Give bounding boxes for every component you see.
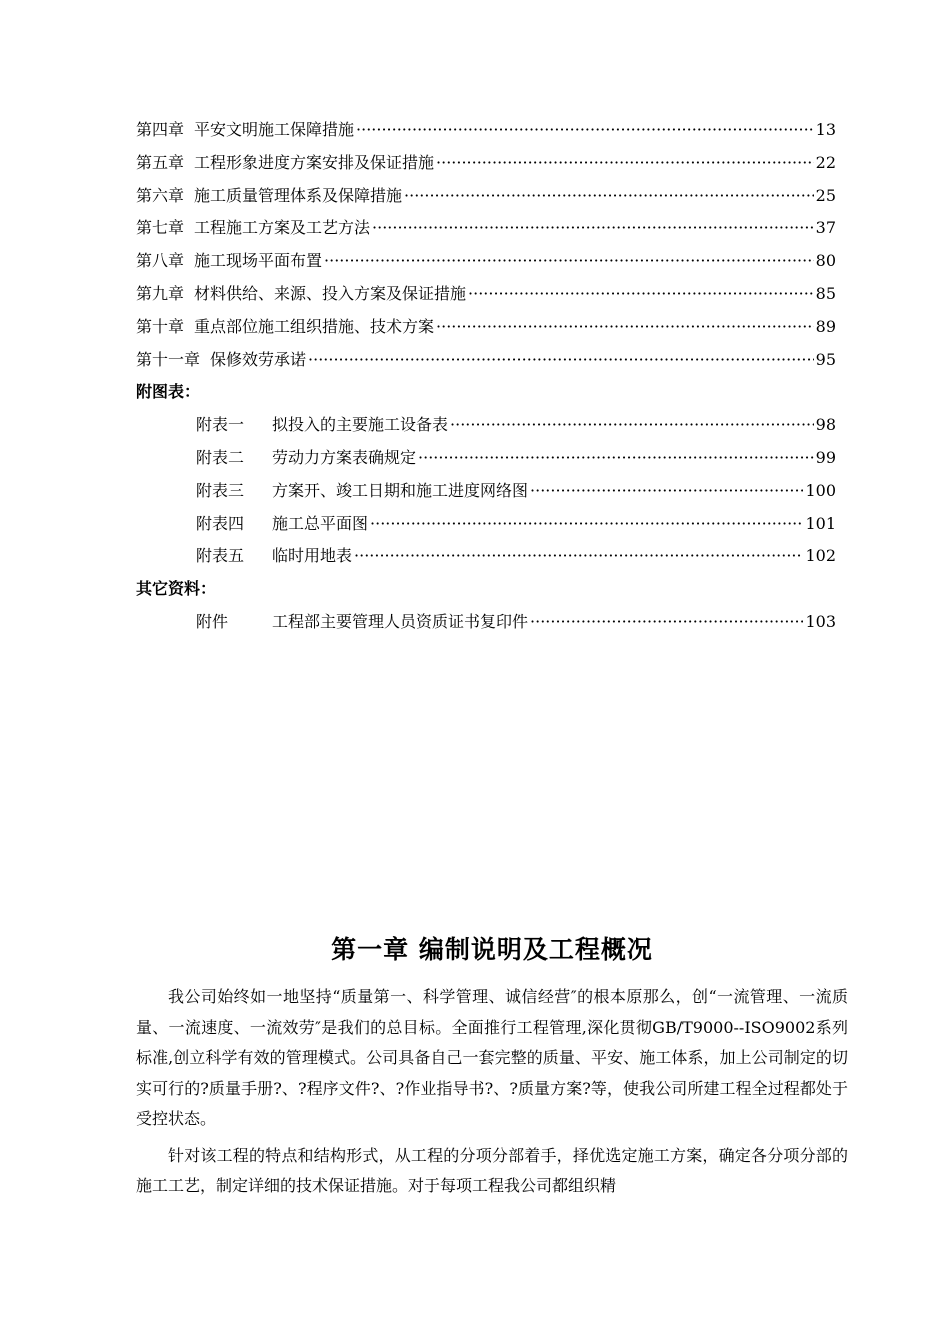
- toc-entry-chapter-7[interactable]: [136, 212, 836, 245]
- toc-dot-leader: [418, 442, 814, 475]
- toc-page-number: 102: [805, 546, 836, 566]
- toc-entry-chapter-10[interactable]: [136, 311, 836, 344]
- toc-appendix-number: 附表五: [196, 546, 245, 566]
- toc-chapter-number: 第十一章: [136, 349, 201, 369]
- toc-appendix-title: 临时用地表: [272, 546, 353, 566]
- toc-entry-chapter-6[interactable]: [136, 180, 836, 213]
- toc-chapter-number: 第六章: [136, 185, 185, 205]
- toc-entry-chapter-4[interactable]: [136, 114, 836, 147]
- toc-entry-chapter-8[interactable]: [136, 245, 836, 278]
- toc-page-number: 85: [815, 283, 836, 303]
- toc-page-number: 89: [815, 316, 836, 336]
- toc-appendix-title: 拟投入的主要施工设备表: [272, 415, 449, 435]
- toc-chapter-number: 第四章: [136, 120, 185, 139]
- toc-appendix-title: 劳动力方案表确规定: [272, 447, 417, 467]
- toc-page-number: 25: [815, 185, 836, 205]
- toc-chapter-title: 工程形象进度方案安排及保证措施: [194, 152, 435, 172]
- body-paragraph-2: 针对该工程的特点和结构形式，从工程的分项分部着手，择优选定施工方案，确定各分项分部的施工工艺，制定详细的技术保证措施。对于每项工程我公司都组织精: [136, 1145, 848, 1195]
- toc-chapter-title: 施工质量管理体系及保障措施: [194, 185, 403, 205]
- toc-chapter-number: 第十章: [136, 316, 185, 336]
- toc-page-number: 80: [815, 251, 836, 271]
- toc-page-number: 37: [815, 218, 836, 238]
- toc-appendix-number: 附表四: [196, 513, 245, 533]
- toc-dot-leader: [450, 409, 814, 442]
- toc-page-number: 95: [815, 349, 836, 369]
- toc-entry-chapter-11[interactable]: [136, 344, 836, 377]
- toc-appendix-title: 方案开、竣工日期和施工进度网络图: [272, 480, 529, 500]
- body-paragraph-1: 我公司始终如一地坚持“质量第一、科学管理、诚信经营″的根本原那么，创“一流管理、一流质量、一流速度、一流效劳″是我们的总目标。全面推行工程管理,深化贯彻GB/T9000--ISO9002系列标准,创立科学有效的管理模式。公司具备自己一套完整的质量、平安、施工体系，加上公司制定的切实可行的?质量手册?、?程序文件?、?作业指导书?、?质量方案?等，使我公司所建工程全过程都处于受控状态。: [136, 987, 848, 1128]
- toc-dot-leader: [372, 212, 814, 245]
- toc-entry-appendix-3[interactable]: [196, 475, 836, 508]
- toc-page-number: 100: [805, 480, 836, 500]
- table-of-contents: [136, 114, 836, 639]
- toc-entry-appendix-2[interactable]: [196, 442, 836, 475]
- toc-dot-leader: [530, 475, 803, 508]
- toc-dot-leader: [370, 508, 803, 541]
- toc-dot-leader: [324, 245, 814, 278]
- toc-page-number: 98: [815, 415, 836, 435]
- chapter-heading: 第一章 编制说明及工程概况: [331, 935, 653, 964]
- toc-entry-appendix-4[interactable]: [196, 508, 836, 541]
- toc-attachment-title: 工程部主要管理人员资质证书复印件: [272, 611, 529, 631]
- toc-page-number: 13: [815, 120, 836, 139]
- toc-appendix-number: 附表二: [196, 447, 245, 467]
- toc-entry-appendix-1[interactable]: [196, 409, 836, 442]
- toc-dot-leader: [308, 344, 814, 377]
- toc-appendix-title: 施工总平面图: [272, 513, 369, 533]
- toc-page-number: 101: [805, 513, 836, 533]
- toc-page-number: 103: [805, 611, 836, 631]
- toc-dot-leader: [354, 540, 803, 573]
- toc-dot-leader: [468, 278, 814, 311]
- toc-dot-leader: [356, 114, 814, 147]
- toc-chapter-title: 材料供给、来源、投入方案及保证措施: [194, 283, 467, 303]
- toc-attachment-number: 附件: [196, 611, 229, 631]
- toc-appendix-heading: 附图表：: [136, 382, 201, 402]
- toc-appendix-number: 附表三: [196, 480, 245, 500]
- toc-dot-leader: [404, 180, 814, 213]
- chapter-body: [136, 982, 848, 1208]
- toc-entry-chapter-5[interactable]: [136, 147, 836, 180]
- toc-chapter-number: 第八章: [136, 251, 185, 271]
- toc-entry-appendix-5[interactable]: [196, 540, 836, 573]
- toc-appendix-number: 附表一: [196, 415, 245, 435]
- toc-chapter-title: 保修效劳承诺: [210, 349, 307, 369]
- toc-chapter-title: 施工现场平面布置: [194, 251, 323, 271]
- toc-dot-leader: [436, 147, 814, 180]
- toc-page-number: 22: [815, 152, 836, 172]
- toc-entry-attachment[interactable]: [196, 606, 836, 639]
- toc-dot-leader: [436, 311, 814, 344]
- toc-chapter-title: 工程施工方案及工艺方法: [194, 218, 371, 238]
- toc-chapter-number: 第九章: [136, 283, 185, 303]
- toc-chapter-number: 第五章: [136, 152, 185, 172]
- toc-dot-leader: [530, 606, 803, 639]
- toc-chapter-title: 平安文明施工保障措施: [194, 120, 355, 139]
- toc-chapter-title: 重点部位施工组织措施、技术方案: [194, 316, 435, 336]
- toc-entry-chapter-9[interactable]: [136, 278, 836, 311]
- toc-page-number: 99: [815, 447, 836, 467]
- toc-other-heading: 其它资料：: [136, 579, 217, 599]
- toc-chapter-number: 第七章: [136, 218, 185, 238]
